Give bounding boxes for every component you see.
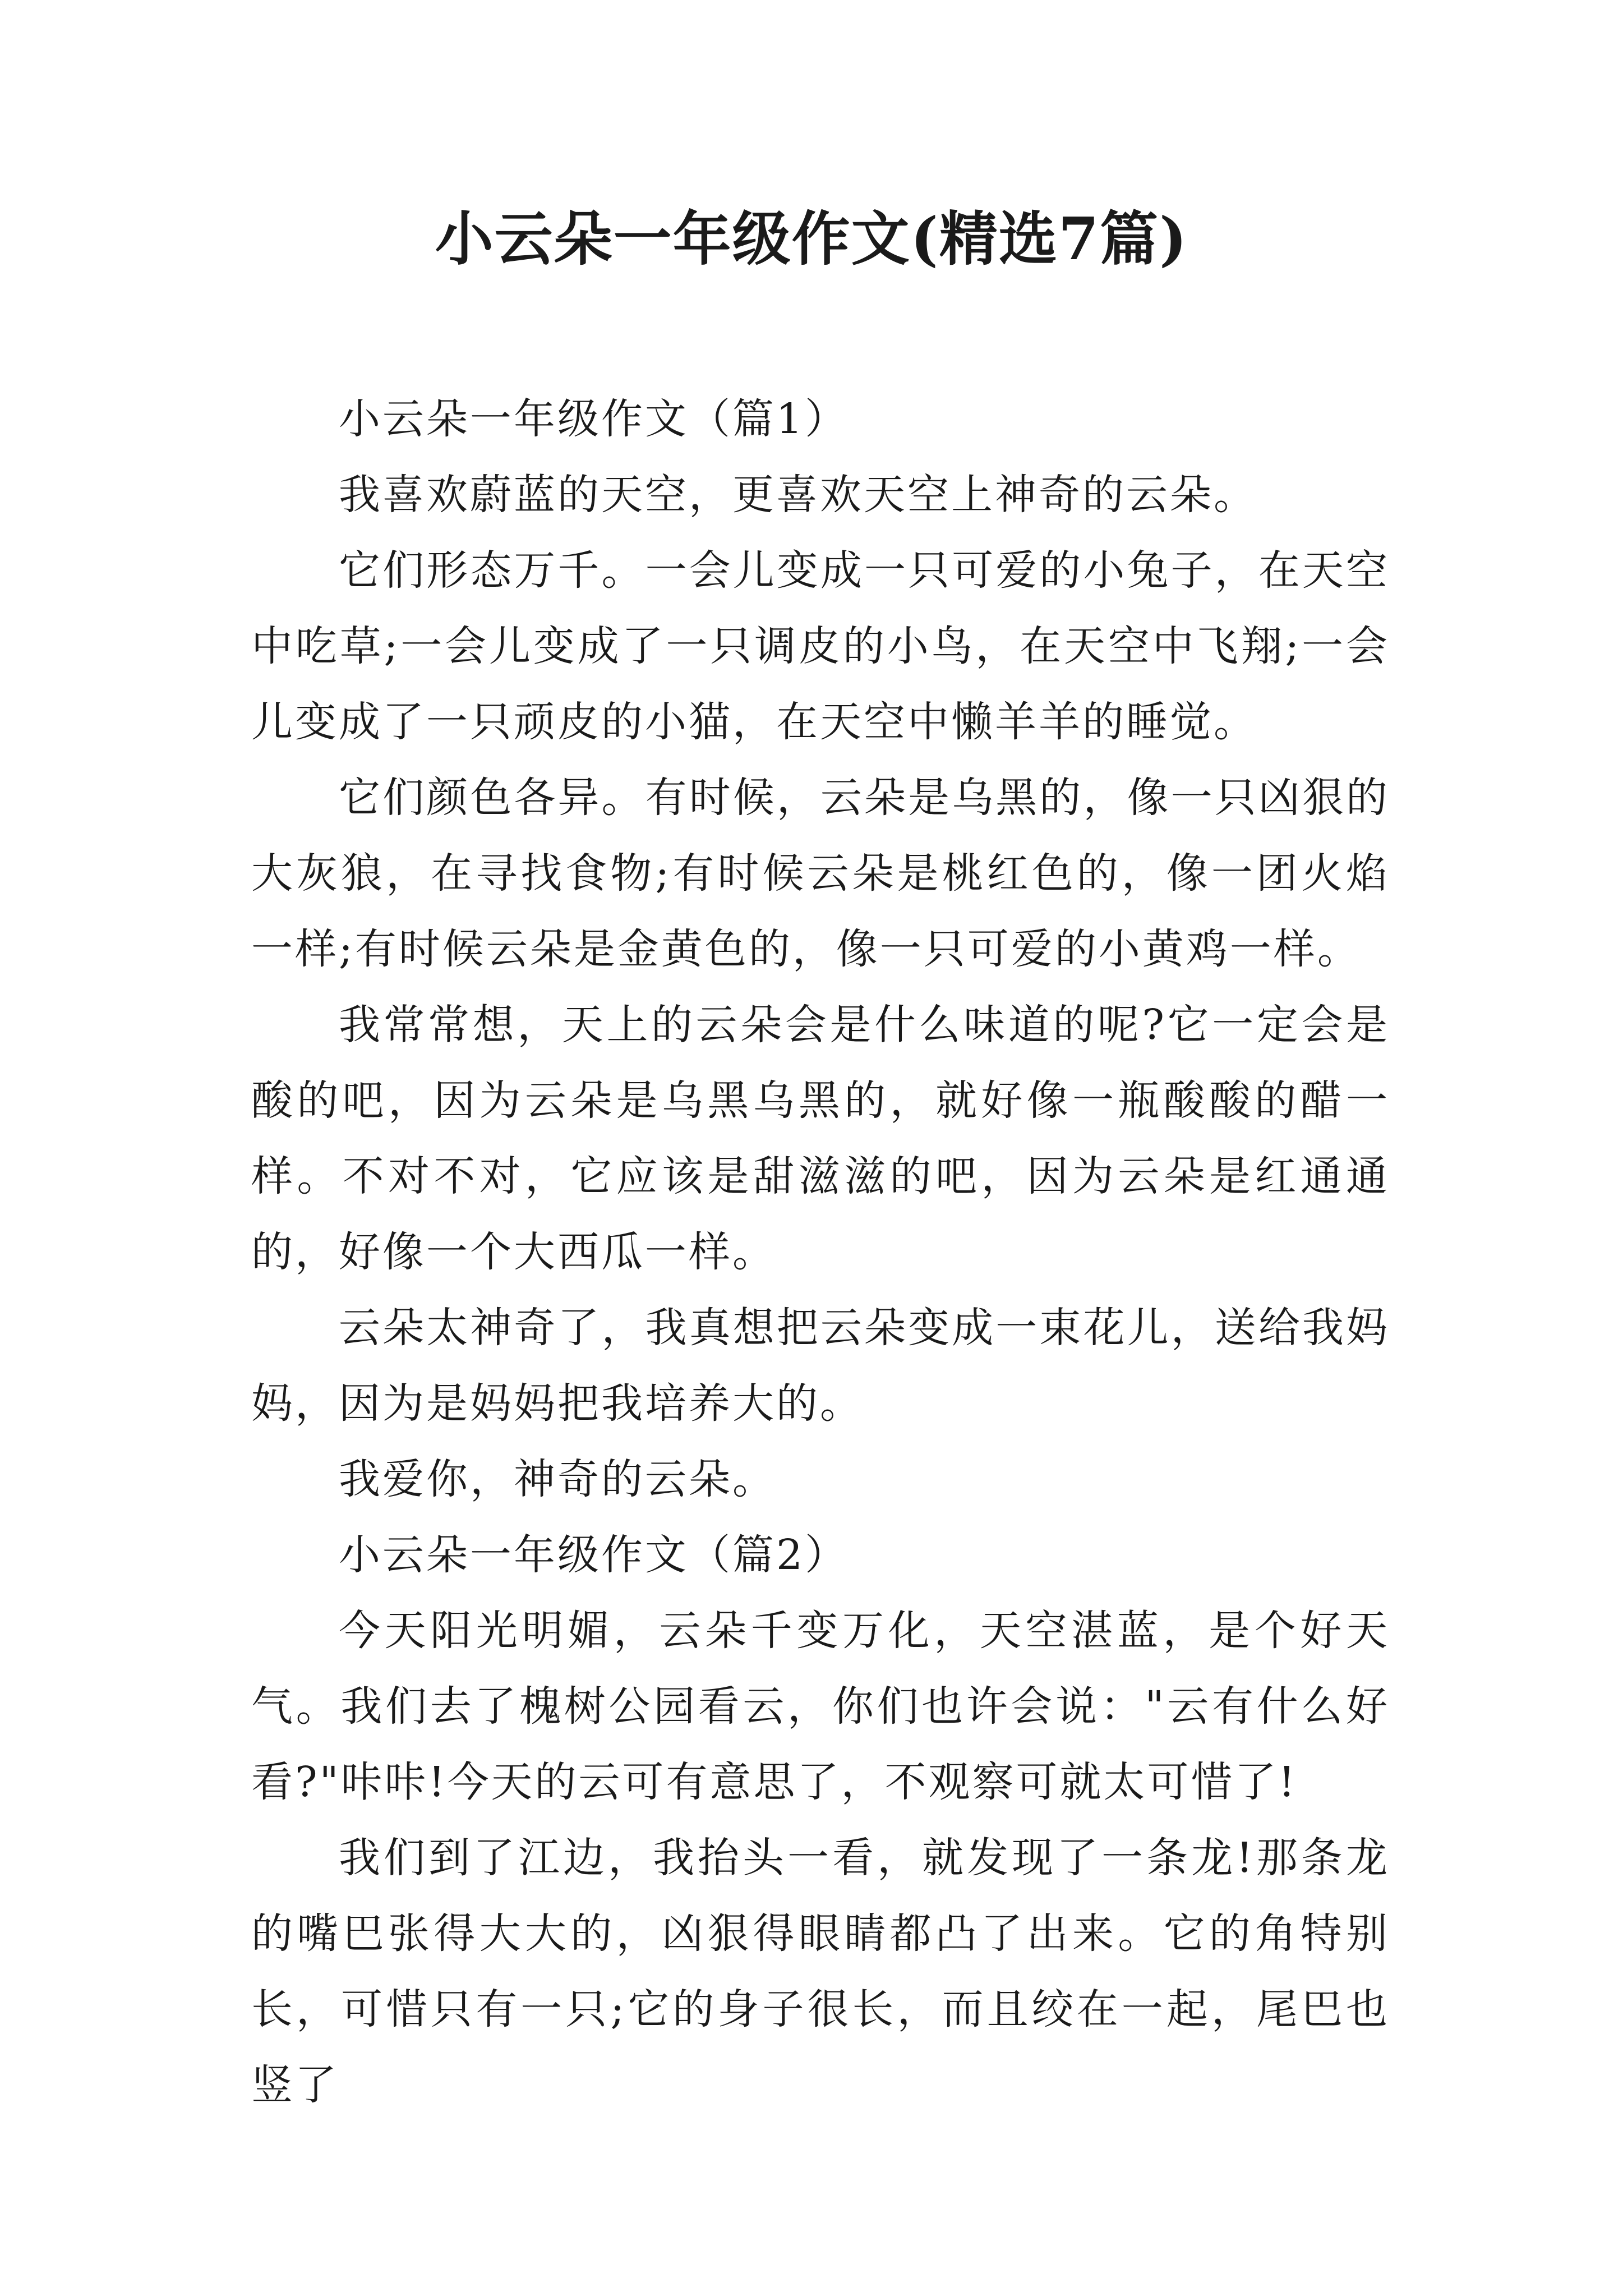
paragraph: 今天阳光明媚，云朵千变万化，天空湛蓝，是个好天气。我们去了槐树公园看云，你们也许会说："云有什么好看?"咔咔!今天的云可有意思了，不观察可就太可惜了! (251, 1607, 1390, 1806)
paragraph: 它们颜色各异。有时候，云朵是乌黑的，像一只凶狠的大灰狼，在寻找食物;有时候云朵是桃红色的，像一团火焰一样;有时候云朵是金黄色的，像一只可爱的小黄鸡一样。 (251, 774, 1390, 973)
document-title: 小云朵一年级作文(精选7篇) (435, 204, 1188, 273)
paragraph: 云朵太神奇了，我真想把云朵变成一束花儿，送给我妈妈，因为是妈妈把我培养大的。 (251, 1304, 1390, 1428)
paragraph: 它们形态万千。一会儿变成一只可爱的小兔子，在天空中吃草;一会儿变成了一只调皮的小鸟，在天空中飞翔;一会儿变成了一只顽皮的小猫，在天空中懒羊羊的睡觉。 (251, 546, 1390, 746)
paragraph: 我们到了江边，我抬头一看，就发现了一条龙!那条龙的嘴巴张得大大的，凶狠得眼睛都凸了出来。它的角特别长，可惜只有一只;它的身子很长，而且绞在一起，尾巴也竖了 (251, 1834, 1390, 2109)
document-body (251, 381, 1390, 2123)
paragraph: 我常常想，天上的云朵会是什么味道的呢?它一定会是酸的吧，因为云朵是乌黑乌黑的，就好像一瓶酸酸的醋一样。不对不对，它应该是甜滋滋的吧，因为云朵是红通通的，好像一个大西瓜一样。 (251, 1001, 1390, 1276)
section-heading-2: 小云朵一年级作文（篇2） (339, 1531, 849, 1579)
section-heading-1: 小云朵一年级作文（篇1） (339, 395, 849, 443)
paragraph: 我爱你，神奇的云朵。 (339, 1455, 776, 1503)
paragraph: 我喜欢蔚蓝的天空，更喜欢天空上神奇的云朵。 (339, 471, 1257, 519)
